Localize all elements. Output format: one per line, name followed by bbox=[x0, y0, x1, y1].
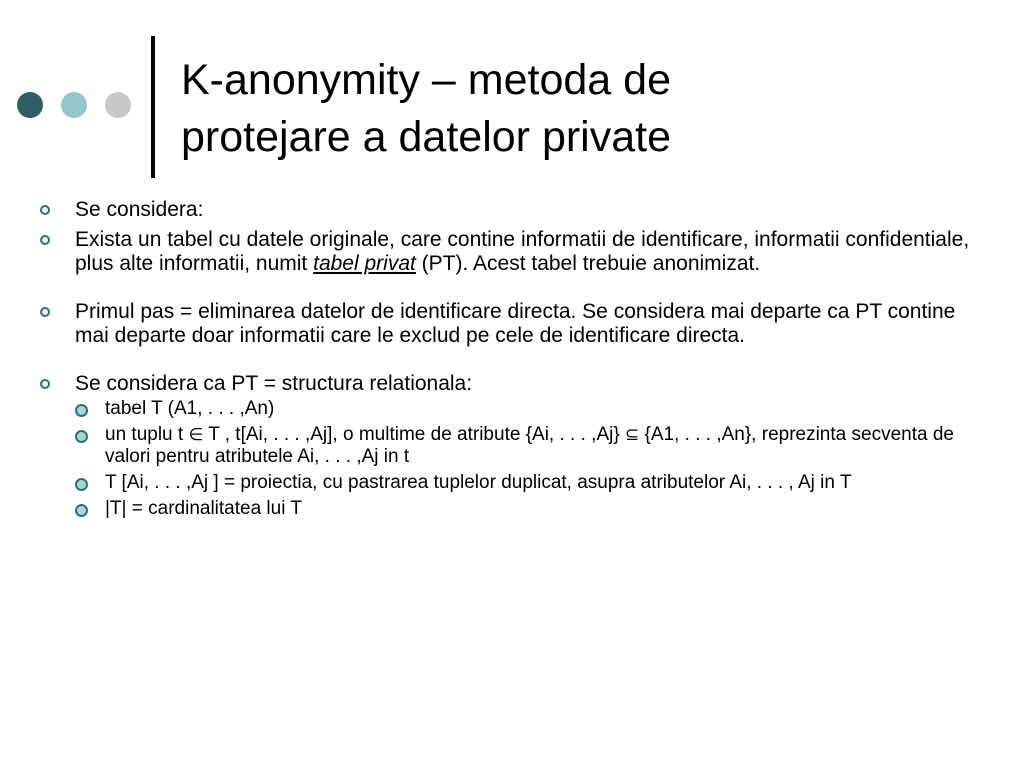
sub-bullet-text: |T| = cardinalitatea lui T bbox=[105, 498, 302, 519]
emphasis-tabel-privat: tabel privat bbox=[313, 252, 416, 275]
sub-bullet-text-a: un tuplu t bbox=[105, 424, 189, 445]
slide-body bbox=[40, 198, 990, 526]
subset-symbol: ⊆ bbox=[624, 425, 640, 445]
dot-bullet-icon bbox=[75, 504, 88, 517]
dot-bullet-icon bbox=[75, 404, 88, 417]
sub-bullet-text: tabel T (A1, . . . ,An) bbox=[105, 398, 275, 419]
ring-bullet-icon bbox=[40, 205, 50, 215]
title-line-2: protejare a datelor private bbox=[181, 113, 672, 161]
sub-bullet-tuplu bbox=[75, 424, 990, 468]
dot-bullet-icon bbox=[75, 430, 88, 443]
bullet-text-pre: Exista un tabel cu datele originale, care contine informatii de identificare, informatii confidentiale, plus alte informatii, numit bbox=[75, 228, 970, 275]
bullet-tabel-privat bbox=[40, 228, 990, 276]
ring-bullet-icon bbox=[40, 379, 50, 389]
bullet-text: Se considera: bbox=[75, 198, 204, 221]
ring-bullet-icon bbox=[40, 307, 50, 317]
title-line-1: K-anonymity – metoda de bbox=[181, 56, 671, 104]
dot-bullet-icon bbox=[75, 478, 88, 491]
bullet-text: Primul pas = eliminarea datelor de identificare directa. Se considera mai departe ca PT contine mai departe doar informatii care le exclud pe cele de identificare directa. bbox=[75, 300, 956, 347]
sub-bullet-text: T [Ai, . . . ,Aj ] = proiectia, cu pastrarea tuplelor duplicat, asupra atributelor Ai, . . . , Aj in T bbox=[105, 472, 852, 493]
bullet-structura-relationala bbox=[40, 372, 990, 520]
bullet-text: Se considera ca PT = structura relationala: bbox=[75, 372, 473, 395]
sub-bullet-cardinalitate bbox=[75, 498, 990, 520]
grey-dot-icon bbox=[105, 92, 131, 118]
title-divider bbox=[151, 36, 155, 178]
bullet-primul-pas bbox=[40, 300, 990, 348]
sub-bullet-proiectia bbox=[75, 472, 990, 494]
element-of-symbol: ∈ bbox=[188, 425, 204, 445]
slide-title bbox=[181, 52, 1001, 166]
sub-bullet-tabel bbox=[75, 398, 990, 420]
bullet-text-post: (PT). Acest tabel trebuie anonimizat. bbox=[415, 252, 761, 275]
dark-teal-dot-icon bbox=[17, 92, 43, 118]
ring-bullet-icon bbox=[40, 235, 50, 245]
light-teal-dot-icon bbox=[61, 92, 87, 118]
bullet-se-considera bbox=[40, 198, 990, 222]
sub-bullet-list bbox=[75, 398, 990, 520]
sub-bullet-text-c: {A1, . . . ,An}, reprezinta secventa de valori pentru atributele Ai, . . . ,Aj in t bbox=[105, 424, 954, 467]
decorative-dots bbox=[17, 92, 131, 118]
sub-bullet-text-b: T , t[Ai, . . . ,Aj], o multime de atribute {Ai, . . . ,Aj} bbox=[203, 424, 625, 445]
